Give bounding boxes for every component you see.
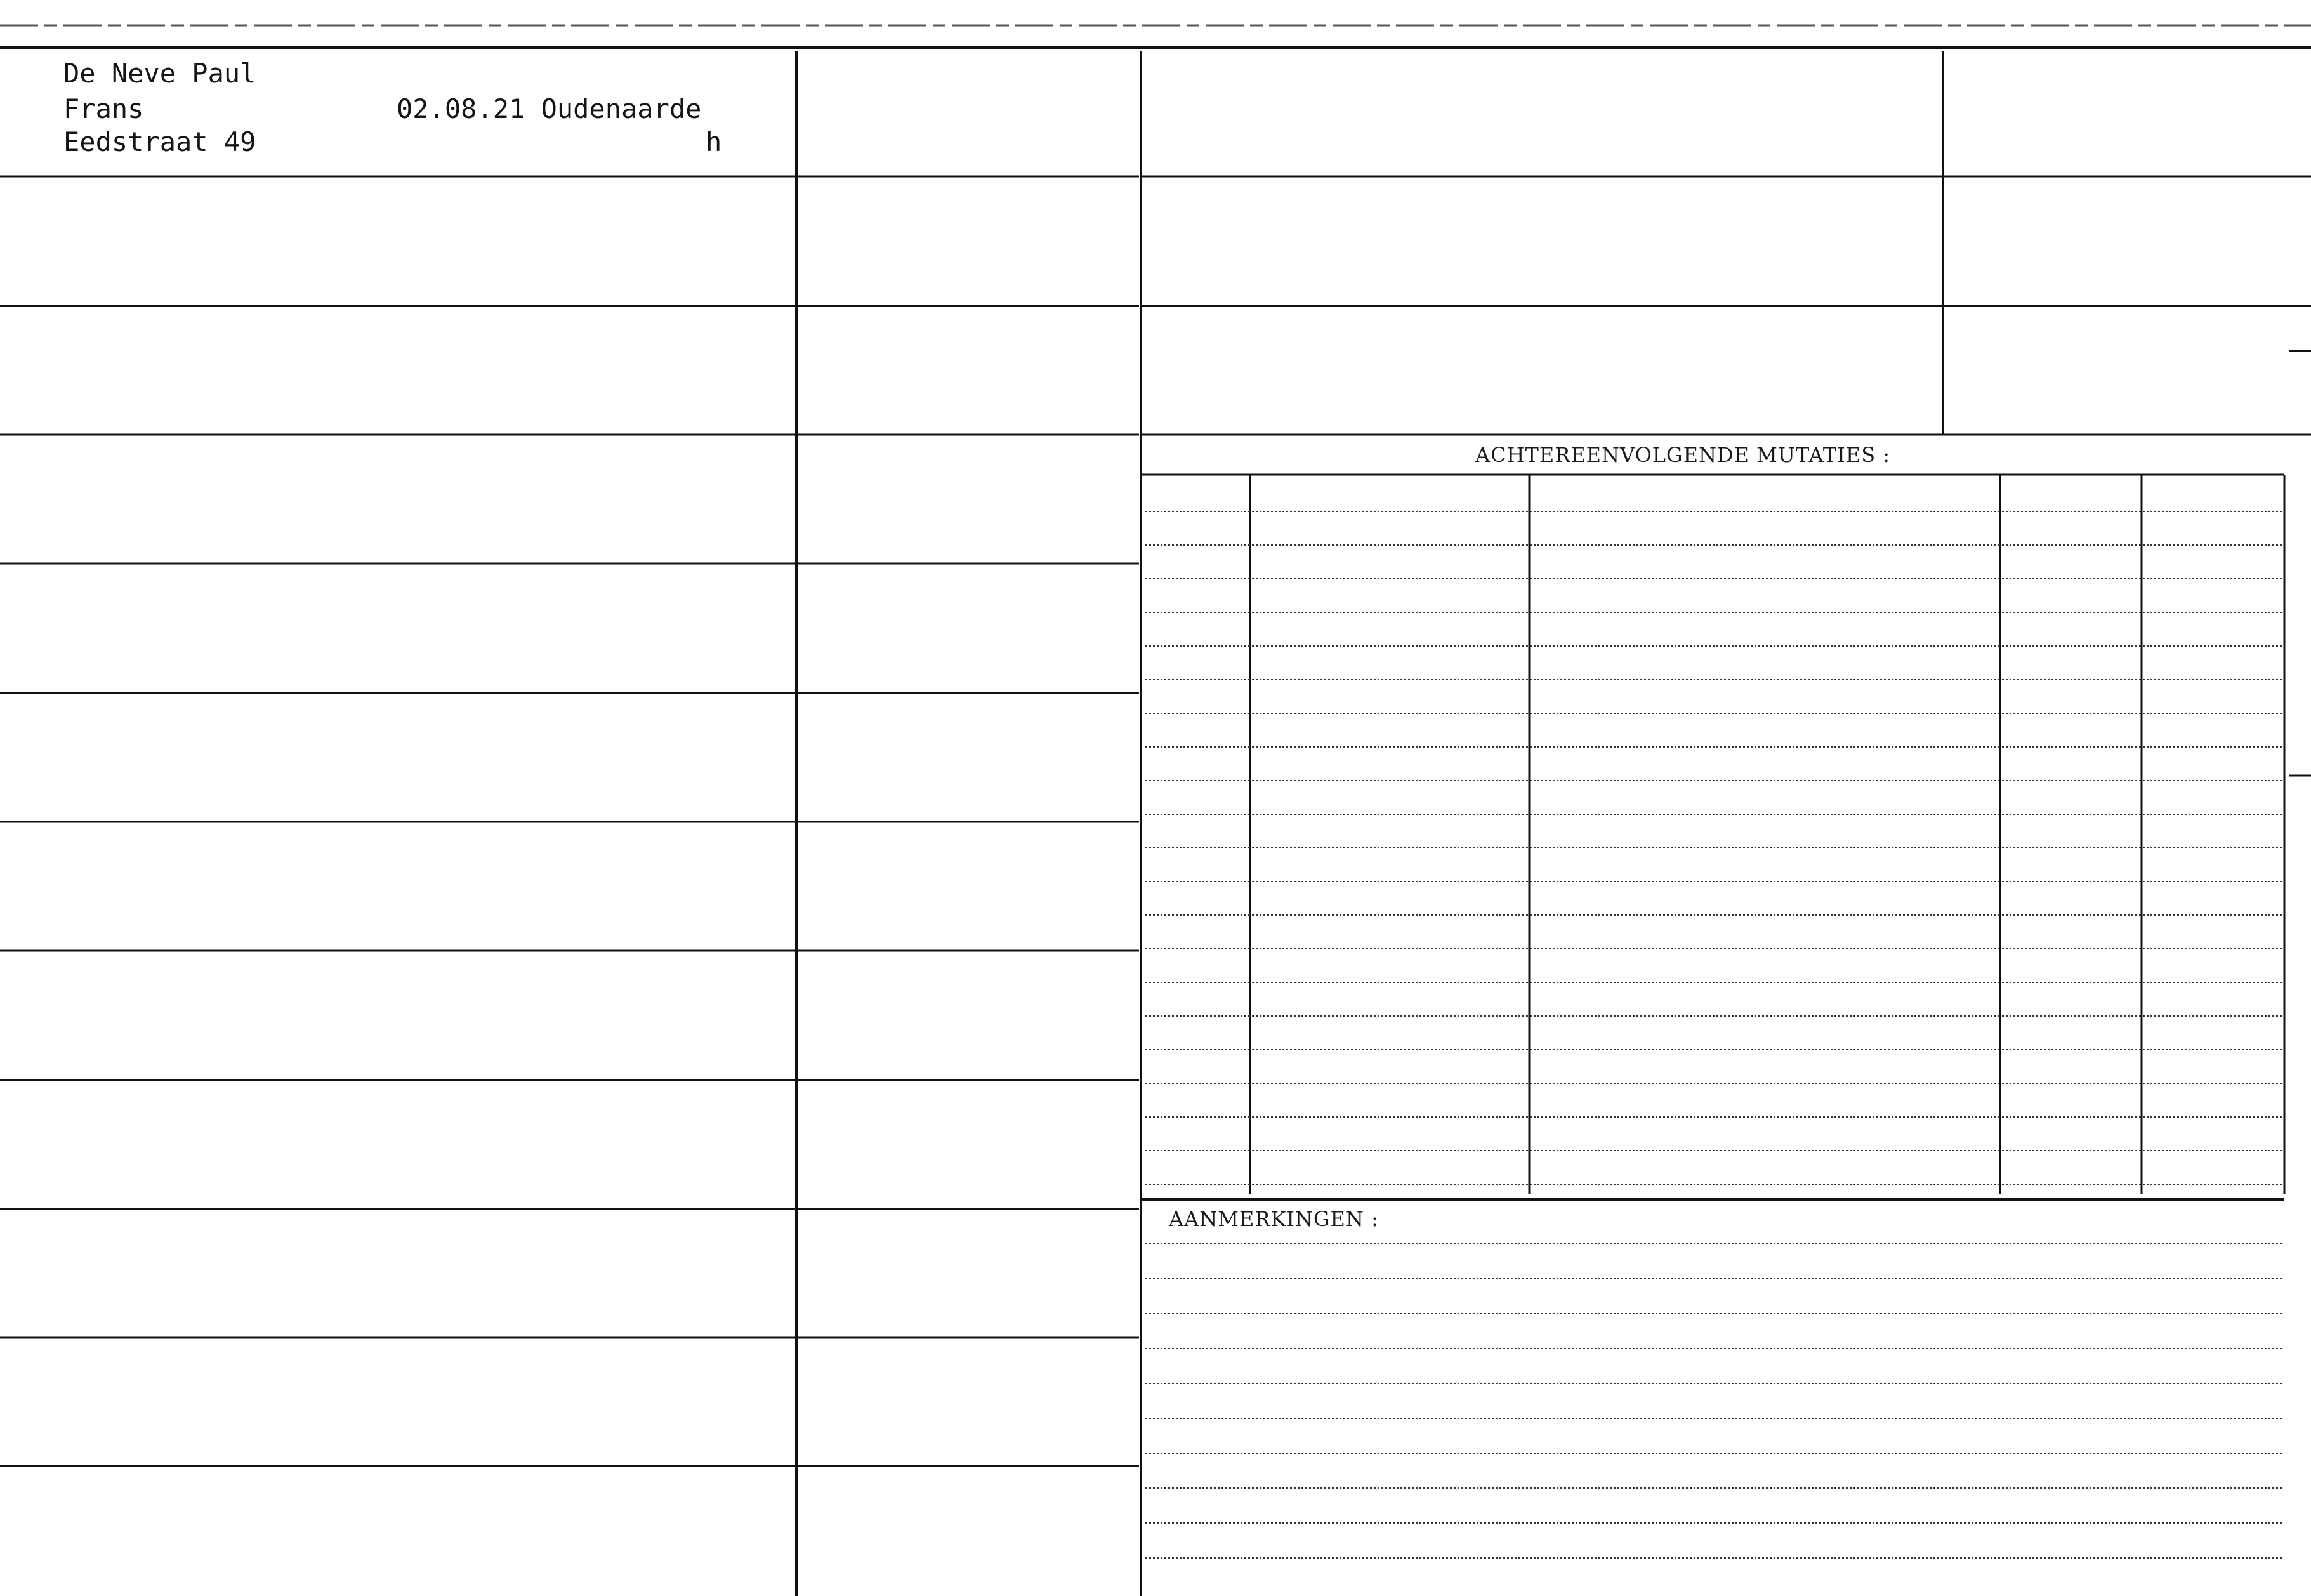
- person-address: Eedstraat 49: [63, 126, 256, 157]
- status-mark: h: [706, 126, 722, 157]
- remarks-dotted-rows: [1145, 1244, 2284, 1558]
- person-middle-name: Frans: [63, 93, 144, 124]
- mutations-table: [1141, 475, 2284, 1199]
- person-name: De Neve Paul: [63, 58, 256, 89]
- remarks-heading: AANMERKINGEN :: [1169, 1207, 1379, 1231]
- left-row-dividers: [0, 176, 1139, 1466]
- upper-right-boxes: [1141, 51, 2311, 435]
- mutations-dotted-rows: [1145, 511, 2283, 1184]
- birth-date-place: 02.08.21 Oudenaarde: [397, 93, 702, 124]
- mutations-heading: ACHTEREENVOLGENDE MUTATIES :: [1475, 443, 1891, 467]
